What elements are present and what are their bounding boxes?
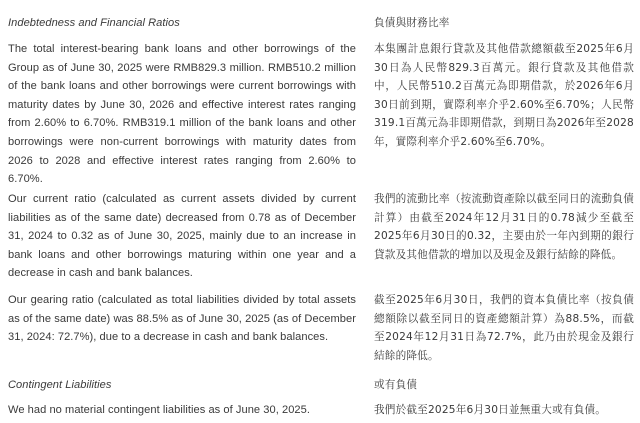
paragraph-gearing-ratio-en: Our gearing ratio (calculated as total liabilities divided by total assets as of the same date) was 88.5% as of June 30, 2025 (as of December 31, 2024: 72.7%), due to a decrease in cash and bank balances. [8, 294, 356, 344]
heading-contingent-zh: 或有負債 [374, 379, 418, 391]
paragraph-borrowings-en: The total interest-bearing bank loans and other borrowings of the Group as of June 30, 2025 were RMB829.3 million. RMB510.2 million of the bank loans and other borrowings were current borrowings with maturity dates by June 30, 2026 and effective interest rates ranging from 2.60% to 6.70%. RMB319.1 million of the bank loans and other borrowings were non-current borrowings with maturity dates from 2026 to 2028 and effective interest rates ranging from 2.60% to 6.70%. [8, 43, 356, 186]
heading-contingent-en: Contingent Liabilities [8, 379, 112, 391]
paragraph-gearing-ratio-zh: 截至2025年6月30日，我們的資本負債比率（按負債總額除以截至同日的資產總額計算）為88.5%，而截至2024年12月31日為72.7%，此乃由於現金及銀行結餘的降低。 [374, 294, 634, 362]
paragraph-current-ratio-en: Our current ratio (calculated as current assets divided by current liabilities as of the same date) decreased from 0.78 as of December 31, 2024 to 0.32 as of June 30, 2025, mainly due to an increase in bank loans and other borrowings maturing within one year and a decrease in cash and bank balances. [8, 193, 356, 280]
paragraph-borrowings-zh: 本集團計息銀行貸款及其他借款總額截至2025年6月30日為人民幣829.3百萬元。銀行貸款及其他借款中，人民幣510.2百萬元為即期借款，於2026年6月30日前到期，實際利率介乎2.60%至6.70%；人民幣319.1百萬元為非即期借款，到期日為2026年至2028年，實際利率介乎2.60%至6.70%。 [374, 43, 634, 148]
heading-indebtedness-zh: 負債與財務比率 [374, 17, 450, 29]
paragraph-current-ratio-zh: 我們的流動比率（按流動資產除以截至同日的流動負債計算）由截至2024年12月31日的0.78減少至截至2025年6月30日的0.32，主要由於一年內到期的銀行貸款及其他借款的增加以及現金及銀行結餘的降低。 [374, 193, 634, 261]
heading-indebtedness-en: Indebtedness and Financial Ratios [8, 17, 180, 29]
paragraph-contingent-en: We had no material contingent liabilities as of June 30, 2025. [8, 404, 310, 416]
paragraph-contingent-zh: 我們於截至2025年6月30日並無重大或有負債。 [374, 404, 607, 416]
